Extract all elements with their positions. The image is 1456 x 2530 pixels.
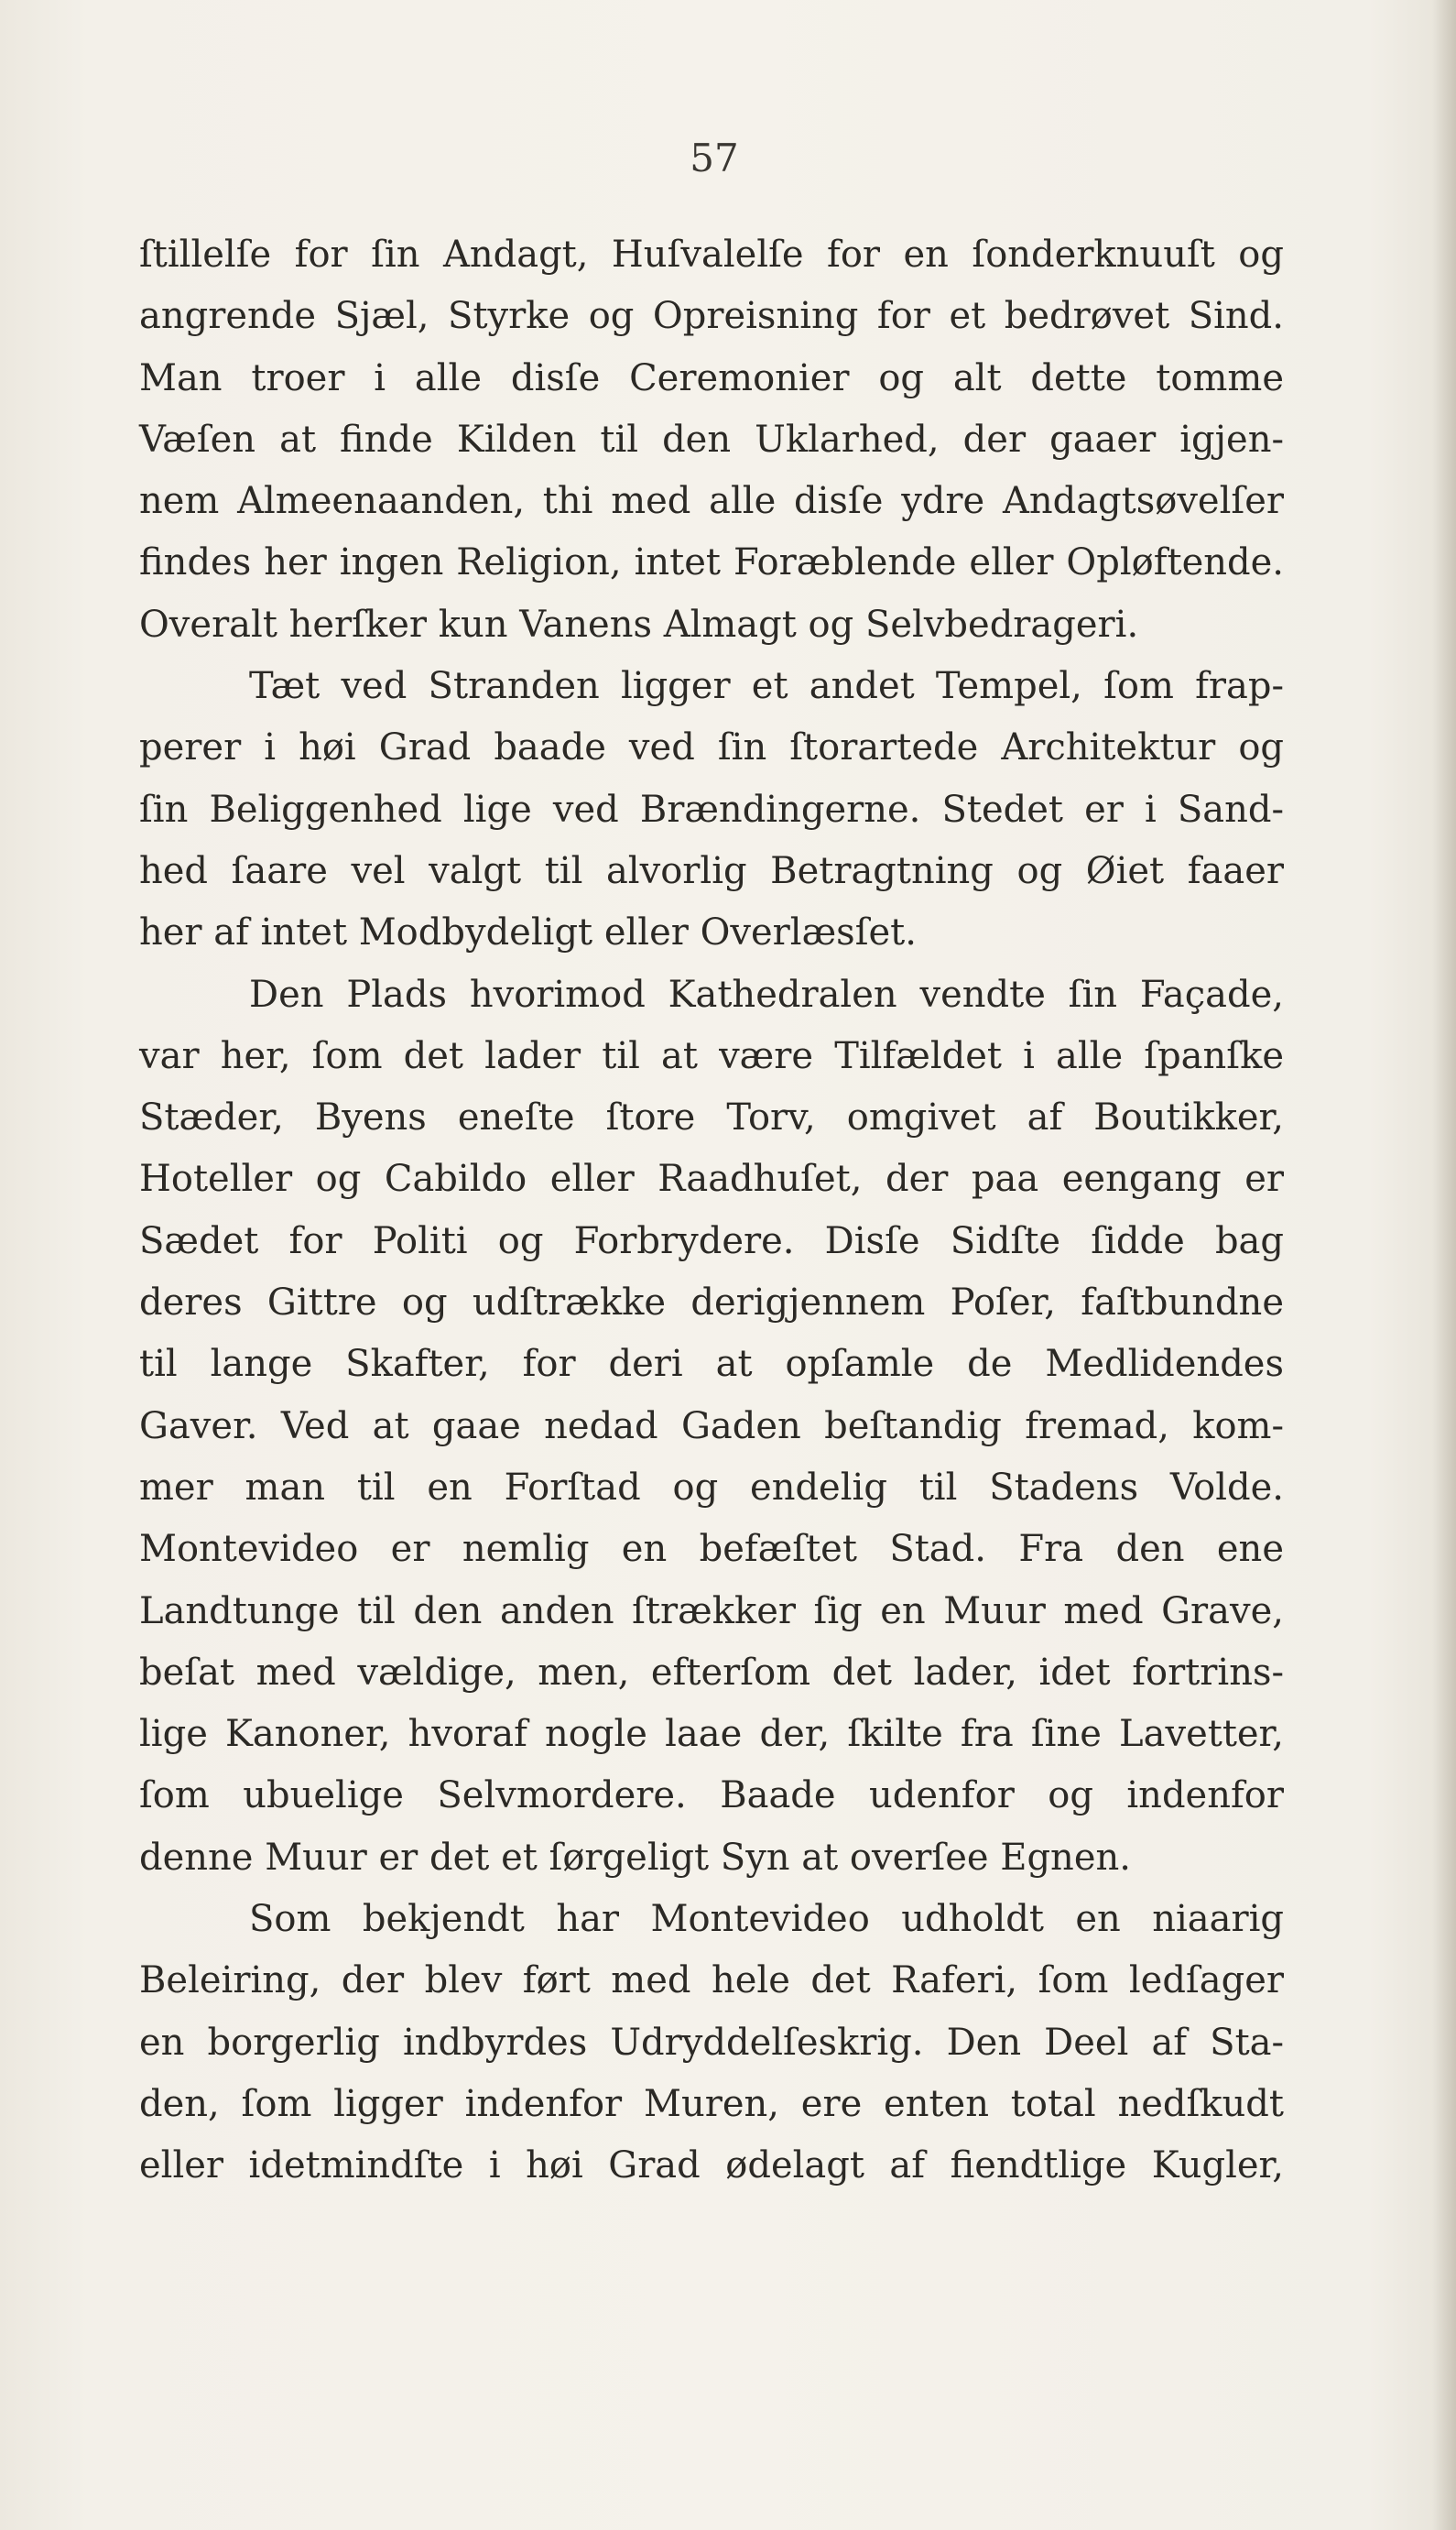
text-line: nem Almeenaanden, thi med alle disſe ydre Andagtsøvelſer [139,480,1284,523]
text-line: var her, ſom det lader til at være Tilfældet i alle ſpanſke [139,1034,1284,1077]
text-line: en borgerlig indbyrdes Udryddelſeskrig. Den Deel af Sta- [139,2021,1284,2064]
text-line: mer man til en Forſtad og endelig til Stadens Volde. [139,1466,1284,1509]
text-line: her af intet Modbydeligt eller Overlæsſet. [139,911,917,954]
text-line: Væſen at finde Kilden til den Uklarhed, der gaaer igjen- [139,418,1284,461]
text-line: ſin Beliggenhed lige ved Brændingerne. Stedet er i Sand- [139,788,1284,831]
text-line: Stæder, Byens eneſte ſtore Torv, omgivet af Boutikker, [139,1096,1284,1140]
text-line: eller idetmindſte i høi Grad ødelagt af fiendtlige Kugler, [139,2144,1284,2187]
text-line: Beleiring, der blev ført med hele det Raferi, ſom ledſager [139,1959,1284,2002]
text-line: Som bekjendt har Montevideo udholdt en niaarig [249,1898,1284,1941]
body-text [139,224,1284,2197]
text-line: Overalt herſker kun Vanens Almagt og Selvbedrageri. [139,603,1139,646]
text-line: Man troer i alle disſe Ceremonier og alt dette tomme [139,356,1284,399]
text-line: ſom ubuelige Selvmordere. Baade udenfor og indenfor [139,1774,1284,1817]
page-number: 57 [690,136,739,180]
text-line: beſat med vældige, men, efterſom det lader, idet fortrins- [139,1651,1284,1694]
text-line: angrende Sjæl, Styrke og Opreisning for et bedrøvet Sind. [139,295,1284,338]
text-line: denne Muur er det et ſørgeligt Syn at overſee Egnen. [139,1836,1131,1879]
text-line: ſtillelſe for ſin Andagt, Huſvalelſe for en ſonderknuuſt og [139,234,1284,276]
text-line: Montevideo er nemlig en befæſtet Stad. Fra den ene [139,1528,1284,1571]
text-line: Landtunge til den anden ſtrækker ſig en Muur med Grave, [139,1589,1284,1632]
text-line: deres Gittre og udſtrække derigjennem Poſer, faſtbundne [139,1281,1284,1325]
text-line: perer i høi Grad baade ved ſin ſtorartede Architektur og [139,726,1284,769]
text-line: findes her ingen Religion, intet Foræblende eller Opløftende. [139,541,1284,584]
text-line: Sædet for Politi og Forbrydere. Disſe Sidſte ſidde bag [139,1219,1284,1262]
text-line: den, ſom ligger indenfor Muren, ere enten total nedſkudt [139,2082,1284,2125]
text-line: Tæt ved Stranden ligger et andet Tempel, ſom frap- [249,665,1284,708]
text-line: Den Plads hvorimod Kathedralen vendte ſin Façade, [249,973,1284,1016]
text-line: hed ſaare vel valgt til alvorlig Betragtning og Øiet faaer [139,849,1284,892]
text-line: Gaver. Ved at gaae nedad Gaden beſtandig fremad, kom- [139,1404,1284,1447]
text-line: til lange Skafter, for deri at opſamle de Medlidendes [139,1343,1284,1386]
text-line: Hoteller og Cabildo eller Raadhuſet, der paa eengang er [139,1158,1284,1201]
text-line: lige Kanoner, hvoraf nogle laae der, ſkilte fra ſine Lavetter, [139,1713,1284,1756]
page-edge-shadow [1432,0,1456,2530]
